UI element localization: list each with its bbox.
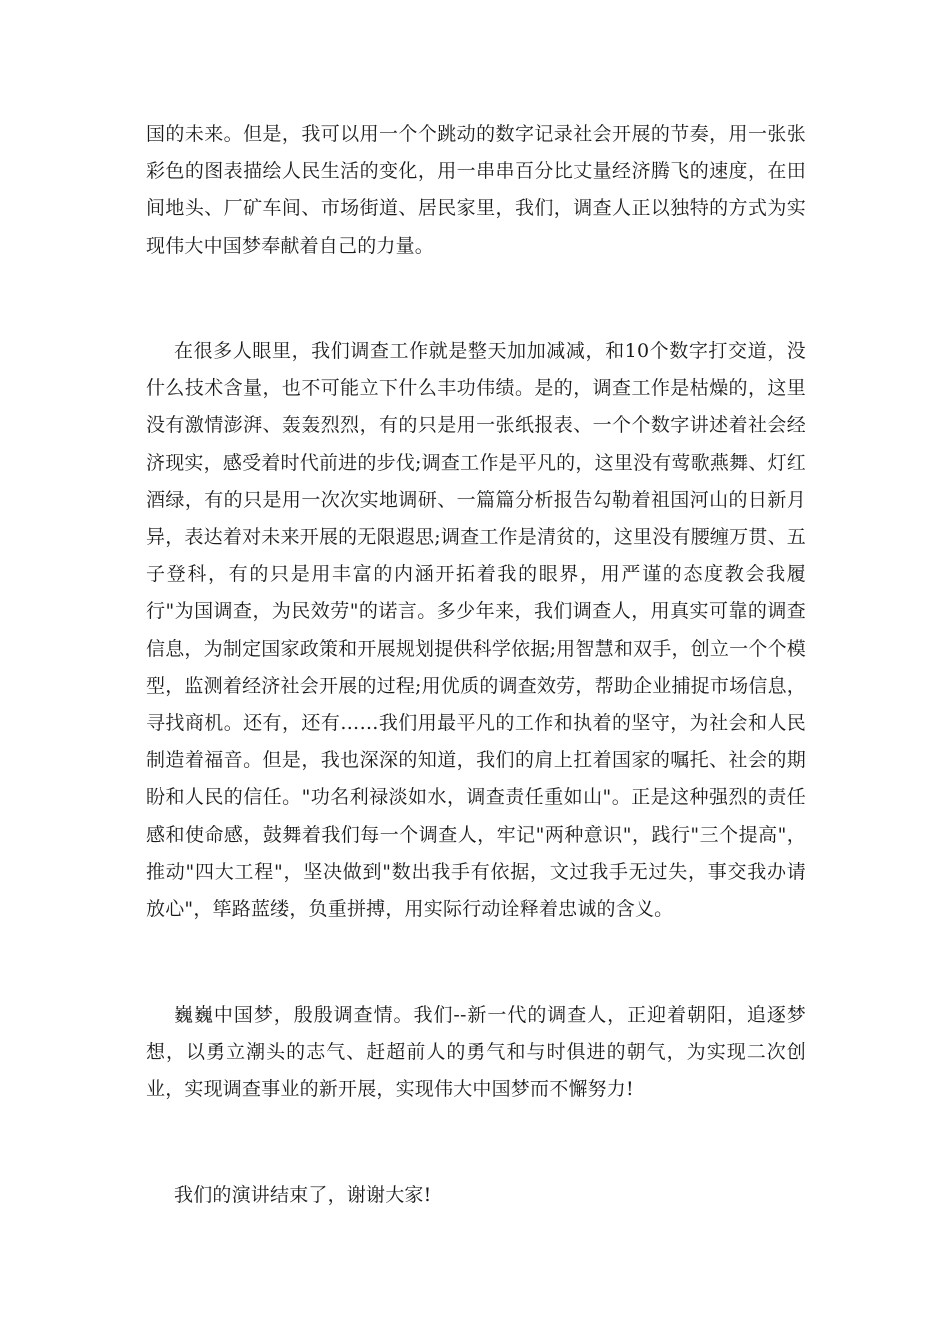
paragraph-4: 我们的演讲结束了，谢谢大家! — [174, 1184, 432, 1206]
paragraph-3: 巍巍中国梦，殷殷调查情。我们--新一代的调查人，正迎着朝阳，追逐梦想，以勇立潮头的志气、赶超前人的勇气和与时俱进的朝气，为实现二次创业，实现调查事业的新开展，实现伟大中国梦而不懈努力! — [146, 1004, 806, 1101]
paragraph-1: 国的未来。但是，我可以用一个个跳动的数字记录社会开展的节奏，用一张张彩色的图表描绘人民生活的变化，用一串串百分比丈量经济腾飞的速度，在田间地头、厂矿车间、市场街道、居民家里，我们，调查人正以独特的方式为实现伟大中国梦奉献着自己的力量。 — [146, 123, 806, 257]
paragraph-2: 在很多人眼里，我们调查工作就是整天加加减减，和10个数字打交道，没什么技术含量，也不可能立下什么丰功伟绩。是的，调查工作是枯燥的，这里没有激情澎湃、轰轰烈烈，有的只是用一张纸报表、一个个数字讲述着社会经济现实，感受着时代前进的步伐;调查工作是平凡的，这里没有莺歌燕舞、灯红酒绿，有的只是用一次次实地调研、一篇篇分析报告勾勒着祖国河山的日新月异，表达着对未来开展的无限遐思;调查工作是清贫的，这里没有腰缠万贯、五子登科，有的只是用丰富的内涵开拓着我的眼界，用严谨的态度教会我履行"为国调查，为民效劳"的诺言。多少年来，我们调查人，用真实可靠的调查信息，为制定国家政策和开展规划提供科学依据;用智慧和双手，创立一个个模型，监测着经济社会开展的过程;用优质的调查效劳，帮助企业捕捉市场信息，寻找商机。还有，还有……我们用最平凡的工作和执着的坚守，为社会和人民制造着福音。但是，我也深深的知道，我们的肩上扛着国家的嘱托、社会的期盼和人民的信任。"功名利禄淡如水，调查责任重如山"。正是这种强烈的责任感和使命感，鼓舞着我们每一个调查人，牢记"两种意识"，践行"三个提高"，推动"四大工程"，坚决做到"数出我手有依据，文过我手无过失，事交我办请放心"，筚路蓝缕，负重拼搏，用实际行动诠释着忠诚的含义。 — [146, 340, 806, 921]
